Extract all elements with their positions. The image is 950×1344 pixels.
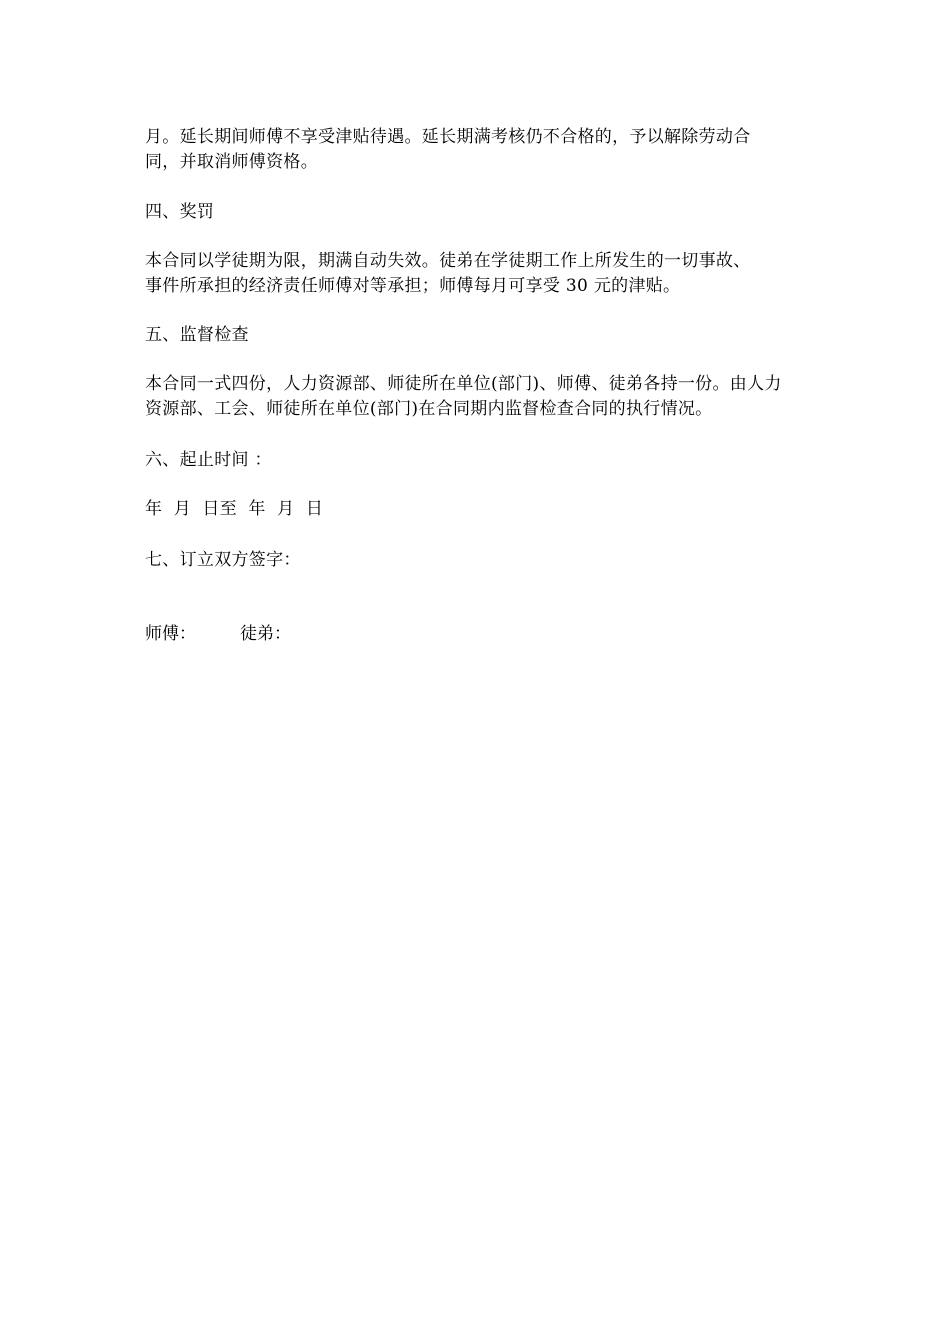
paragraph-line: 本合同以学徒期为限，期满自动失效。徒弟在学徒期工作上所发生的一切事故、	[145, 251, 751, 271]
date-range: 年 月 日至 年 月 日	[145, 499, 324, 519]
paragraph-line: 月。延长期间师傅不享受津贴待遇。延长期满考核仍不合格的，予以解除劳动合	[145, 127, 751, 147]
section-heading-period: 六、起止时间 ：	[145, 450, 272, 470]
paragraph-line: 资源部、工会、师徒所在单位(部门)在合同期内监督检查合同的执行情况。	[145, 399, 713, 419]
signature-row	[145, 622, 291, 647]
supervision-paragraph	[145, 372, 810, 422]
reward-paragraph	[145, 249, 810, 299]
section-heading-reward: 四、奖罚	[145, 202, 215, 222]
continuation-paragraph	[145, 125, 810, 175]
signature-apprentice-label: 徒弟：	[240, 624, 291, 644]
paragraph-line: 事件所承担的经济责任师傅对等承担；师傅每月可享受 30 元的津贴。	[145, 276, 681, 296]
paragraph-line: 本合同一式四份，人力资源部、师徒所在单位(部门)、师傅、徒弟各持一份。由人力	[145, 374, 782, 394]
section-heading-signatures: 七、订立双方签字：	[145, 550, 301, 570]
signature-master-label: 师傅：	[145, 624, 196, 644]
paragraph-line: 同，并取消师傅资格。	[145, 152, 318, 172]
section-heading-supervision: 五、监督检查	[145, 325, 249, 345]
